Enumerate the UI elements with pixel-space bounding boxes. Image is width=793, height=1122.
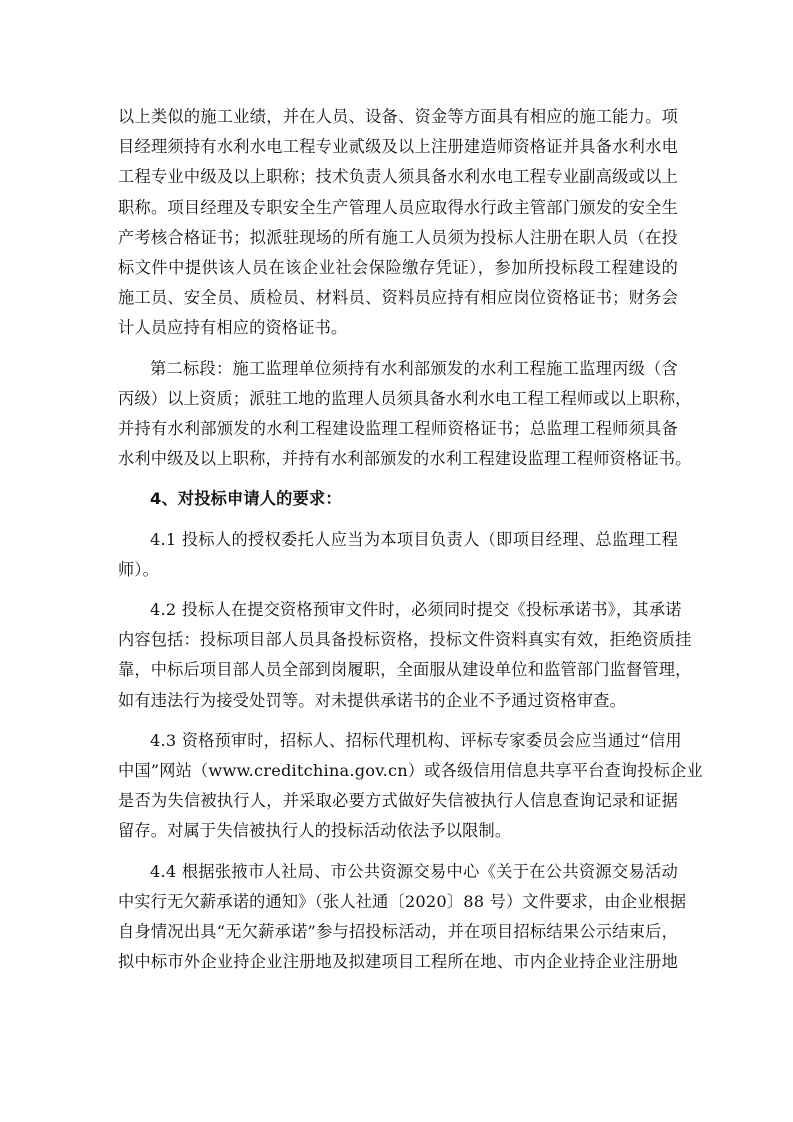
paragraph-construction-requirements xyxy=(118,102,678,344)
text-line: 自身情况出具“无欠薪承诺”参与招投标活动，并在项目招标结果公示结束后， xyxy=(118,922,678,942)
paragraph-4-2 xyxy=(118,595,692,716)
paragraph-gap xyxy=(118,474,678,484)
paragraph-gap xyxy=(118,716,678,726)
text-line: 工程专业中级及以上职称；技术负责人须具备水利水电工程专业副高级或以上 xyxy=(118,167,678,187)
paragraph-section-two xyxy=(118,354,692,475)
text-line: 留存。对属于失信被执行人的投标活动依法予以限制。 xyxy=(118,821,512,841)
section-heading xyxy=(118,484,678,514)
text-line: 施工员、安全员、质检员、材料员、资料员应持有相应岗位资格证书；财务会 xyxy=(118,288,678,308)
heading-text: 4、对投标申请人的要求： xyxy=(150,489,342,509)
text-line: 是否为失信被执行人，并采取必要方式做好失信被执行人信息查询记录和证据 xyxy=(118,791,678,811)
text-line: 中国”网站（www.creditchina.gov.cn）或各级信用信息共享平台查询投标企业 xyxy=(118,761,703,781)
text-line: 4.1 投标人的授权委托人应当为本项目负责人（即项目经理、总监理工程 xyxy=(150,529,678,549)
paragraph-gap xyxy=(118,344,678,354)
text-line: 第二标段：施工监理单位须持有水利部颁发的水利工程施工监理丙级（含 xyxy=(150,358,678,378)
text-line: 4.3 资格预审时，招标人、招标代理机构、评标专家委员会应当通过“信用 xyxy=(150,730,682,750)
text-line: 产考核合格证书；拟派驻现场的所有施工人员须为投标人注册在职人员（在投 xyxy=(118,227,678,247)
paragraph-4-1 xyxy=(118,525,678,585)
paragraph-gap xyxy=(118,847,678,857)
text-line: 标文件中提供该人员在该企业社会保险缴存凭证），参加所投标段工程建设的 xyxy=(118,258,678,278)
paragraph-gap xyxy=(118,515,678,525)
text-line: 以上类似的施工业绩，并在人员、设备、资金等方面具有相应的施工能力。项 xyxy=(118,107,678,126)
text-line: 师）。 xyxy=(118,559,160,579)
document-body xyxy=(118,102,703,977)
text-line: 4.2 投标人在提交资格预审文件时，必须同时提交《投标承诺书》，其承诺 xyxy=(150,600,682,620)
text-line: 水利中级及以上职称，并持有水利部颁发的水利工程建设监理工程师资格证书。 xyxy=(118,449,692,469)
paragraph-4-3 xyxy=(118,726,703,847)
text-line: 丙级）以上资质；派驻工地的监理人员须具备水利水电工程工程师或以上职称， xyxy=(118,388,692,408)
text-line: 计人员应持有相应的资格证书。 xyxy=(118,318,348,338)
paragraph-4-4 xyxy=(118,857,687,978)
text-line: 靠，中标后项目部人员全部到岗履职，全面服从建设单位和监管部门监督管理， xyxy=(118,660,692,680)
text-line: 并持有水利部颁发的水利工程建设监理工程师资格证书；总监理工程师须具备 xyxy=(118,419,678,439)
text-line: 职称。项目经理及专职安全生产管理人员应取得水行政主管部门颁发的安全生 xyxy=(118,197,678,217)
text-line: 目经理须持有水利水电工程专业贰级及以上注册建造师资格证并具备水利水电 xyxy=(118,137,678,157)
text-line: 如有违法行为接受处罚等。对未提供承诺书的企业不予通过资格审查。 xyxy=(118,690,627,710)
paragraph-gap xyxy=(118,585,678,595)
text-line: 内容包括：投标项目部人员具备投标资格，投标文件资料真实有效，拒绝资质挂 xyxy=(118,630,692,650)
text-line: 中实行无欠薪承诺的通知》（张人社通〔2020〕88 号）文件要求，由企业根据 xyxy=(118,891,687,911)
text-line: 拟中标市外企业持企业注册地及拟建项目工程所在地、市内企业持企业注册地 xyxy=(118,952,678,972)
text-line: 4.4 根据张掖市人社局、市公共资源交易中心《关于在公共资源交易活动 xyxy=(150,861,678,881)
